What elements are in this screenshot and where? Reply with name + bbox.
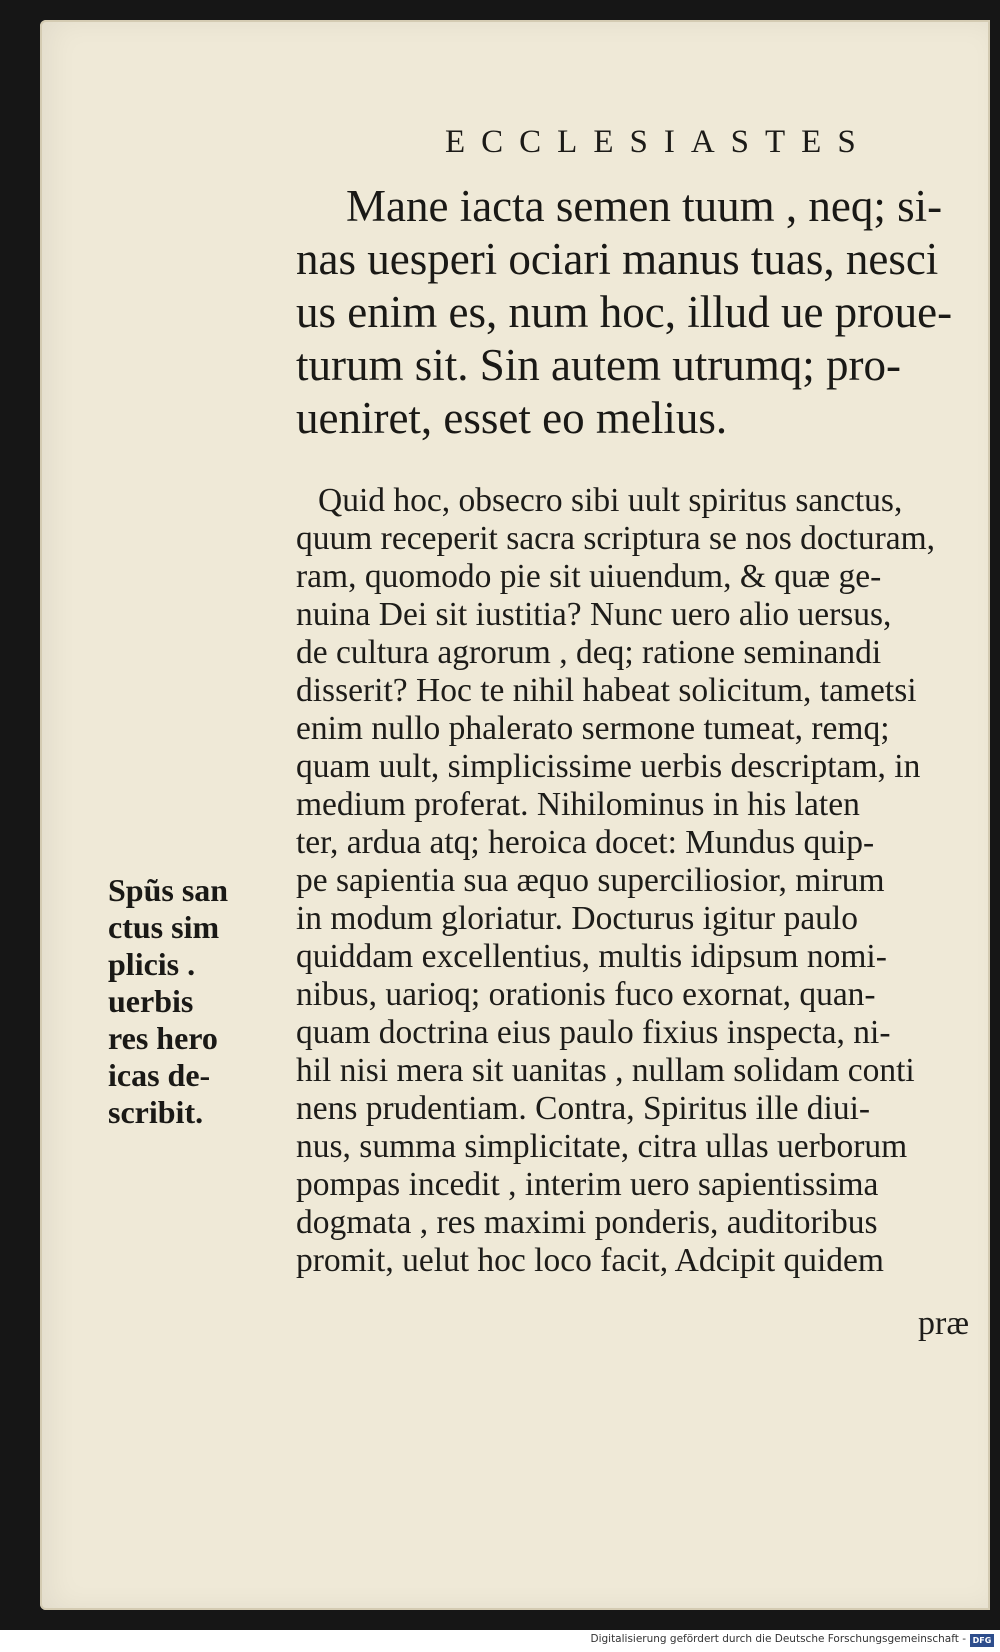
commentary-line: enim nullo phalerato sermone tumeat, remq; (296, 710, 890, 747)
commentary-line: nens prudentiam. Contra, Spiritus ille diui- (296, 1090, 871, 1127)
verse-line: ueniret, esset eo melius. (296, 393, 728, 443)
funding-credit: Digitalisierung gefördert durch die Deutsche Forschungsgemeinschaft - (590, 1633, 966, 1645)
commentary-line: nus, summa simplicitate, citra ullas uerborum (296, 1128, 908, 1165)
marginal-note (108, 872, 248, 1131)
commentary-line: quum receperit sacra scriptura se nos docturam, (296, 520, 936, 557)
commentary-line: Quid hoc, obsecro sibi uult spiritus sanctus, (318, 482, 903, 519)
commentary-line: ram, quomodo pie sit uiuendum, & quæ ge- (296, 558, 882, 595)
commentary-line: nibus, uarioq; orationis fuco exornat, quan- (296, 976, 876, 1013)
commentary-line: in modum gloriatur. Docturus igitur paulo (296, 900, 858, 937)
book-page (40, 20, 990, 1610)
verse-line: us enim es, num hoc, illud ue proue- (296, 287, 953, 337)
marginal-note-line: icas de- (108, 1057, 211, 1093)
verse-line: nas uesperi ociari manus tuas, nesci (296, 234, 939, 284)
running-head: ECCLESIASTES (445, 124, 872, 160)
commentary-line: pompas incedit , interim uero sapientissima (296, 1166, 879, 1203)
marginal-note-line: plicis . (108, 946, 196, 982)
marginal-note-line: Spũs san (108, 872, 229, 908)
commentary-line: nuina Dei sit iustitia? Nunc uero alio uersus, (296, 596, 892, 633)
commentary-line: promit, uelut hoc loco facit, Adcipit quidem (296, 1242, 884, 1279)
commentary-block (296, 482, 986, 1280)
commentary-line: quam uult, simplicissime uerbis descriptam, in (296, 748, 921, 785)
marginal-note-line: ctus sim (108, 909, 220, 945)
dfg-logo: DFG (970, 1634, 994, 1647)
commentary-line: hil nisi mera sit uanitas , nullam solidam conti (296, 1052, 915, 1089)
commentary-line: quiddam excellentius, multis idipsum nomi- (296, 938, 887, 975)
verse-line: turum sit. Sin autem utrumq; pro- (296, 340, 901, 390)
commentary-line: dogmata , res maximi ponderis, auditoribus (296, 1204, 878, 1241)
commentary-line: pe sapientia sua æquo superciliosior, mirum (296, 862, 885, 899)
footer-bar (0, 1630, 1000, 1652)
commentary-line: quam doctrina eius paulo fixius inspecta, ni- (296, 1014, 891, 1051)
marginal-note-line: res hero (108, 1020, 218, 1056)
marginal-note-line: uerbis (108, 983, 194, 1019)
marginal-note-line: scribit. (108, 1094, 204, 1130)
verse-line: Mane iacta semen tuum , neq; si- (346, 181, 943, 231)
commentary-line: disserit? Hoc te nihil habeat solicitum, tametsi (296, 672, 917, 709)
verse-block (296, 180, 986, 445)
commentary-line: ter, ardua atq; heroica docet: Mundus quip- (296, 824, 875, 861)
catchword: præ (918, 1305, 969, 1342)
commentary-line: medium proferat. Nihilominus in his laten (296, 786, 860, 823)
commentary-line: de cultura agrorum , deq; ratione seminandi (296, 634, 882, 671)
